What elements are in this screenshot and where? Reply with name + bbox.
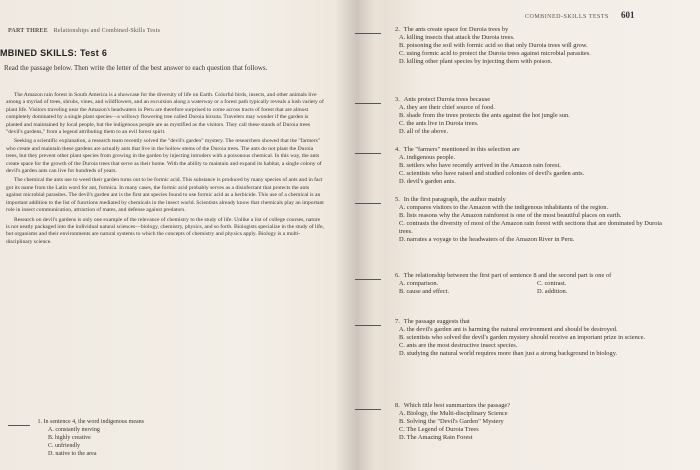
left-running-header [8,28,160,34]
answer-option: D. narrates a voyage to the headwaters of the Amazon River in Peru. [399,236,575,243]
question-number: 2. [395,26,400,33]
answer-option: C. the ants live in Duroia trees. [399,120,479,127]
answer-option: C. unfriendly [48,443,80,449]
answer-option: A. constantly moving [48,427,100,433]
answer-option: D. all of the above. [399,128,448,135]
question-8 [355,402,675,442]
answer-option: A. compares visitors to the Amazon with the indigenous inhabitants of the region. [399,204,609,211]
question-1 [8,418,258,458]
question-number: 6. [395,272,400,279]
question-number: 8. [395,402,400,409]
question-1-stem [8,418,258,426]
question-5 [355,196,675,244]
answer-option: C. ants are the most destructive insect species. [399,342,518,349]
answer-blank[interactable] [355,203,381,204]
left-header-title: Relationships and Combined-Skills Tests [53,28,161,34]
answer-option: B. highly creative [48,435,91,441]
answer-blank[interactable] [355,33,381,34]
question-stem-row [355,26,675,34]
answer-option: A. killing insects that attack the Duroia trees. [399,34,515,41]
question-stem: The relationship between the first part of sentence 8 and the second part is one of [403,272,612,279]
question-number: 1. [37,419,42,425]
question-7 [355,318,675,358]
answer-option: B. settlers who have recently arrived in the Amazon rain forest. [399,162,561,169]
answer-blank[interactable] [355,153,381,154]
answer-blank[interactable] [355,103,381,104]
question-stem-row [355,272,675,280]
answer-option: C. contrast. [537,280,567,287]
question-number: 5. [395,196,400,203]
answer-option: B. poisoning the soil with formic acid so that only Duroia trees will grow. [399,42,588,49]
answer-option: A. the devil's garden ant is harming the natural environment and should be destroyed. [399,326,618,333]
answer-blank[interactable] [355,279,381,280]
question-number: 4. [395,146,400,153]
answer-option: D. devil's garden ants. [399,178,456,185]
question-6 [355,272,675,296]
question-number: 3. [395,96,400,103]
question-stem: The "farmers" mentioned in this selection are [403,146,520,153]
question-stem-row [355,96,675,104]
question-stem: In the first paragraph, the author mainly [403,196,506,203]
question-stem-row [355,196,675,204]
question-number: 7. [395,318,400,325]
answer-option: B. scientists who solved the devil's garden mystery should receive an important prize in science. [399,334,646,341]
answer-option: B. shade from the trees protects the ants against the hot jungle sun. [399,112,570,119]
answer-option: D. addition. [537,288,568,295]
answer-option: C. scientists who have raised and studied colonies of devil's garden ants. [399,170,585,177]
question-stem-row [355,318,675,326]
answer-option: C. using formic acid to protect the Duroia trees against microbial parasites. [399,50,591,57]
passage-paragraph-2: Seeking a scientific explanation, a research team recently solved the "devil's garden" mystery. The researchers showed that the "farmers" who create and maintain these gardens are actually ants that live in the hollow stems of the Duroia trees. The ants do not plant the Duroia trees, but they prevent other plant species from growing in the garden by injecting intruders with a poisonous chemical. In this way, the ants create space for the growth of the Duroia trees that serve as their home. With the ability to maintain and expand its habitat, a single colony of devil's garden ants can live for hundreds of years. [6,138,322,175]
answer-option: B. lists reasons why the Amazon rainforest is one of the most beautiful places on earth. [399,212,622,219]
answer-blank[interactable] [355,325,381,326]
reading-passage [6,92,324,412]
answer-option: D. killing other plant species by injecting them with poison. [399,58,553,65]
answer-blank[interactable] [355,409,381,410]
passage-paragraph-3: The chemical the ants use to weed their garden turns out to be formic acid. This substance is produced by many species of ants and in fact got its name from the Latin word for ant, formica. In many cases, the formic acid probably serves as a disinfectant that protects the ants against microbial parasites. The devil's garden ant is the first ant species found to use formic acid as a herbicide. This use of a chemical is an important addition to the list of functions mediated by chemicals in the insect world. Scientists already know that chemicals play an important role in insect communication, attraction of mates, and defense against predators. [6,177,324,214]
passage-paragraph-4: Research on devil's gardens is only one example of the relevance of chemistry to the study of life. Unlike a list of college courses, nature is not neatly packaged into the individual natural sciences—biology, chemistry, physics, and so forth. Biologists specialize in the study of life, but organisms and their environments are natural systems to which the concepts of chemistry and physics apply. Biology is a multi-disciplinary science. [6,216,324,245]
question-stem: The passage suggests that [403,318,470,325]
answer-option: A. indigenous people. [399,154,456,161]
answer-option: A. comparison. [399,280,439,287]
answer-option: C. The Legend of Duroia Trees [399,426,479,433]
question-stem: Ants protect Duroia trees because [403,96,491,103]
right-running-header: COMBINED-SKILLS TESTS [525,14,609,20]
answer-options-grid [355,280,675,296]
question-stem-row [355,402,675,410]
test-instructions: Read the passage below. Then write the letter of the best answer to each question that follows. [4,64,268,72]
question-stem: Which title best summarizes the passage? [403,402,511,409]
answer-blank[interactable] [8,425,30,426]
passage-paragraph-1: The Amazon rain forest in South America is a showcase for the diversity of life on Earth. Colorful birds, insects, and other animals live among a myriad of trees, shrubs, vines, and wildflowers, and an excursion along a waterway or a forest path typically reveals a lush variety of plant life. Visitors traveling near the Amazon's headwaters in Peru are therefore surprised to come across tracts of forest that are almost completely dominated by a single plant species—a willowy flowering tree called Duroia hirsuta. Travelers may wonder if the garden is planted and maintained by local people, but the indigenous people are as mystified as the visitors. They call these stands of Duroia trees "devil's gardens," from a legend attributing them to an evil forest spirit. [6,92,324,136]
test-title: MBINED SKILLS: Test 6 [0,48,108,58]
answer-option: D. studying the natural world requires more than just a strong background in biology. [399,350,618,357]
question-stem: The ants create space for Duroia trees by [403,26,509,33]
answer-option: B. Solving the "Devil's Garden" Mystery [399,418,504,425]
question-stem: In sentence 4, the word indigenous means [43,419,144,425]
question-3 [355,96,675,136]
page-number: 601 [621,10,635,20]
question-stem-row [355,146,675,154]
answer-option: A. Biology, the Multi-disciplinary Science [399,410,508,417]
answer-option: B. cause and effect. [399,288,450,295]
answer-option: A. they are their chief source of food. [399,104,495,111]
answer-option: D. native to the area [48,451,97,457]
answer-option: D. The Amazing Rain Forest [399,434,473,441]
answer-option: C. contrasts the diversity of most of the Amazon rain forest with sections that are dominated by Duroia trees. [399,220,663,235]
left-header-section: PART THREE [8,28,48,34]
question-4 [355,146,675,186]
question-2 [355,26,675,66]
